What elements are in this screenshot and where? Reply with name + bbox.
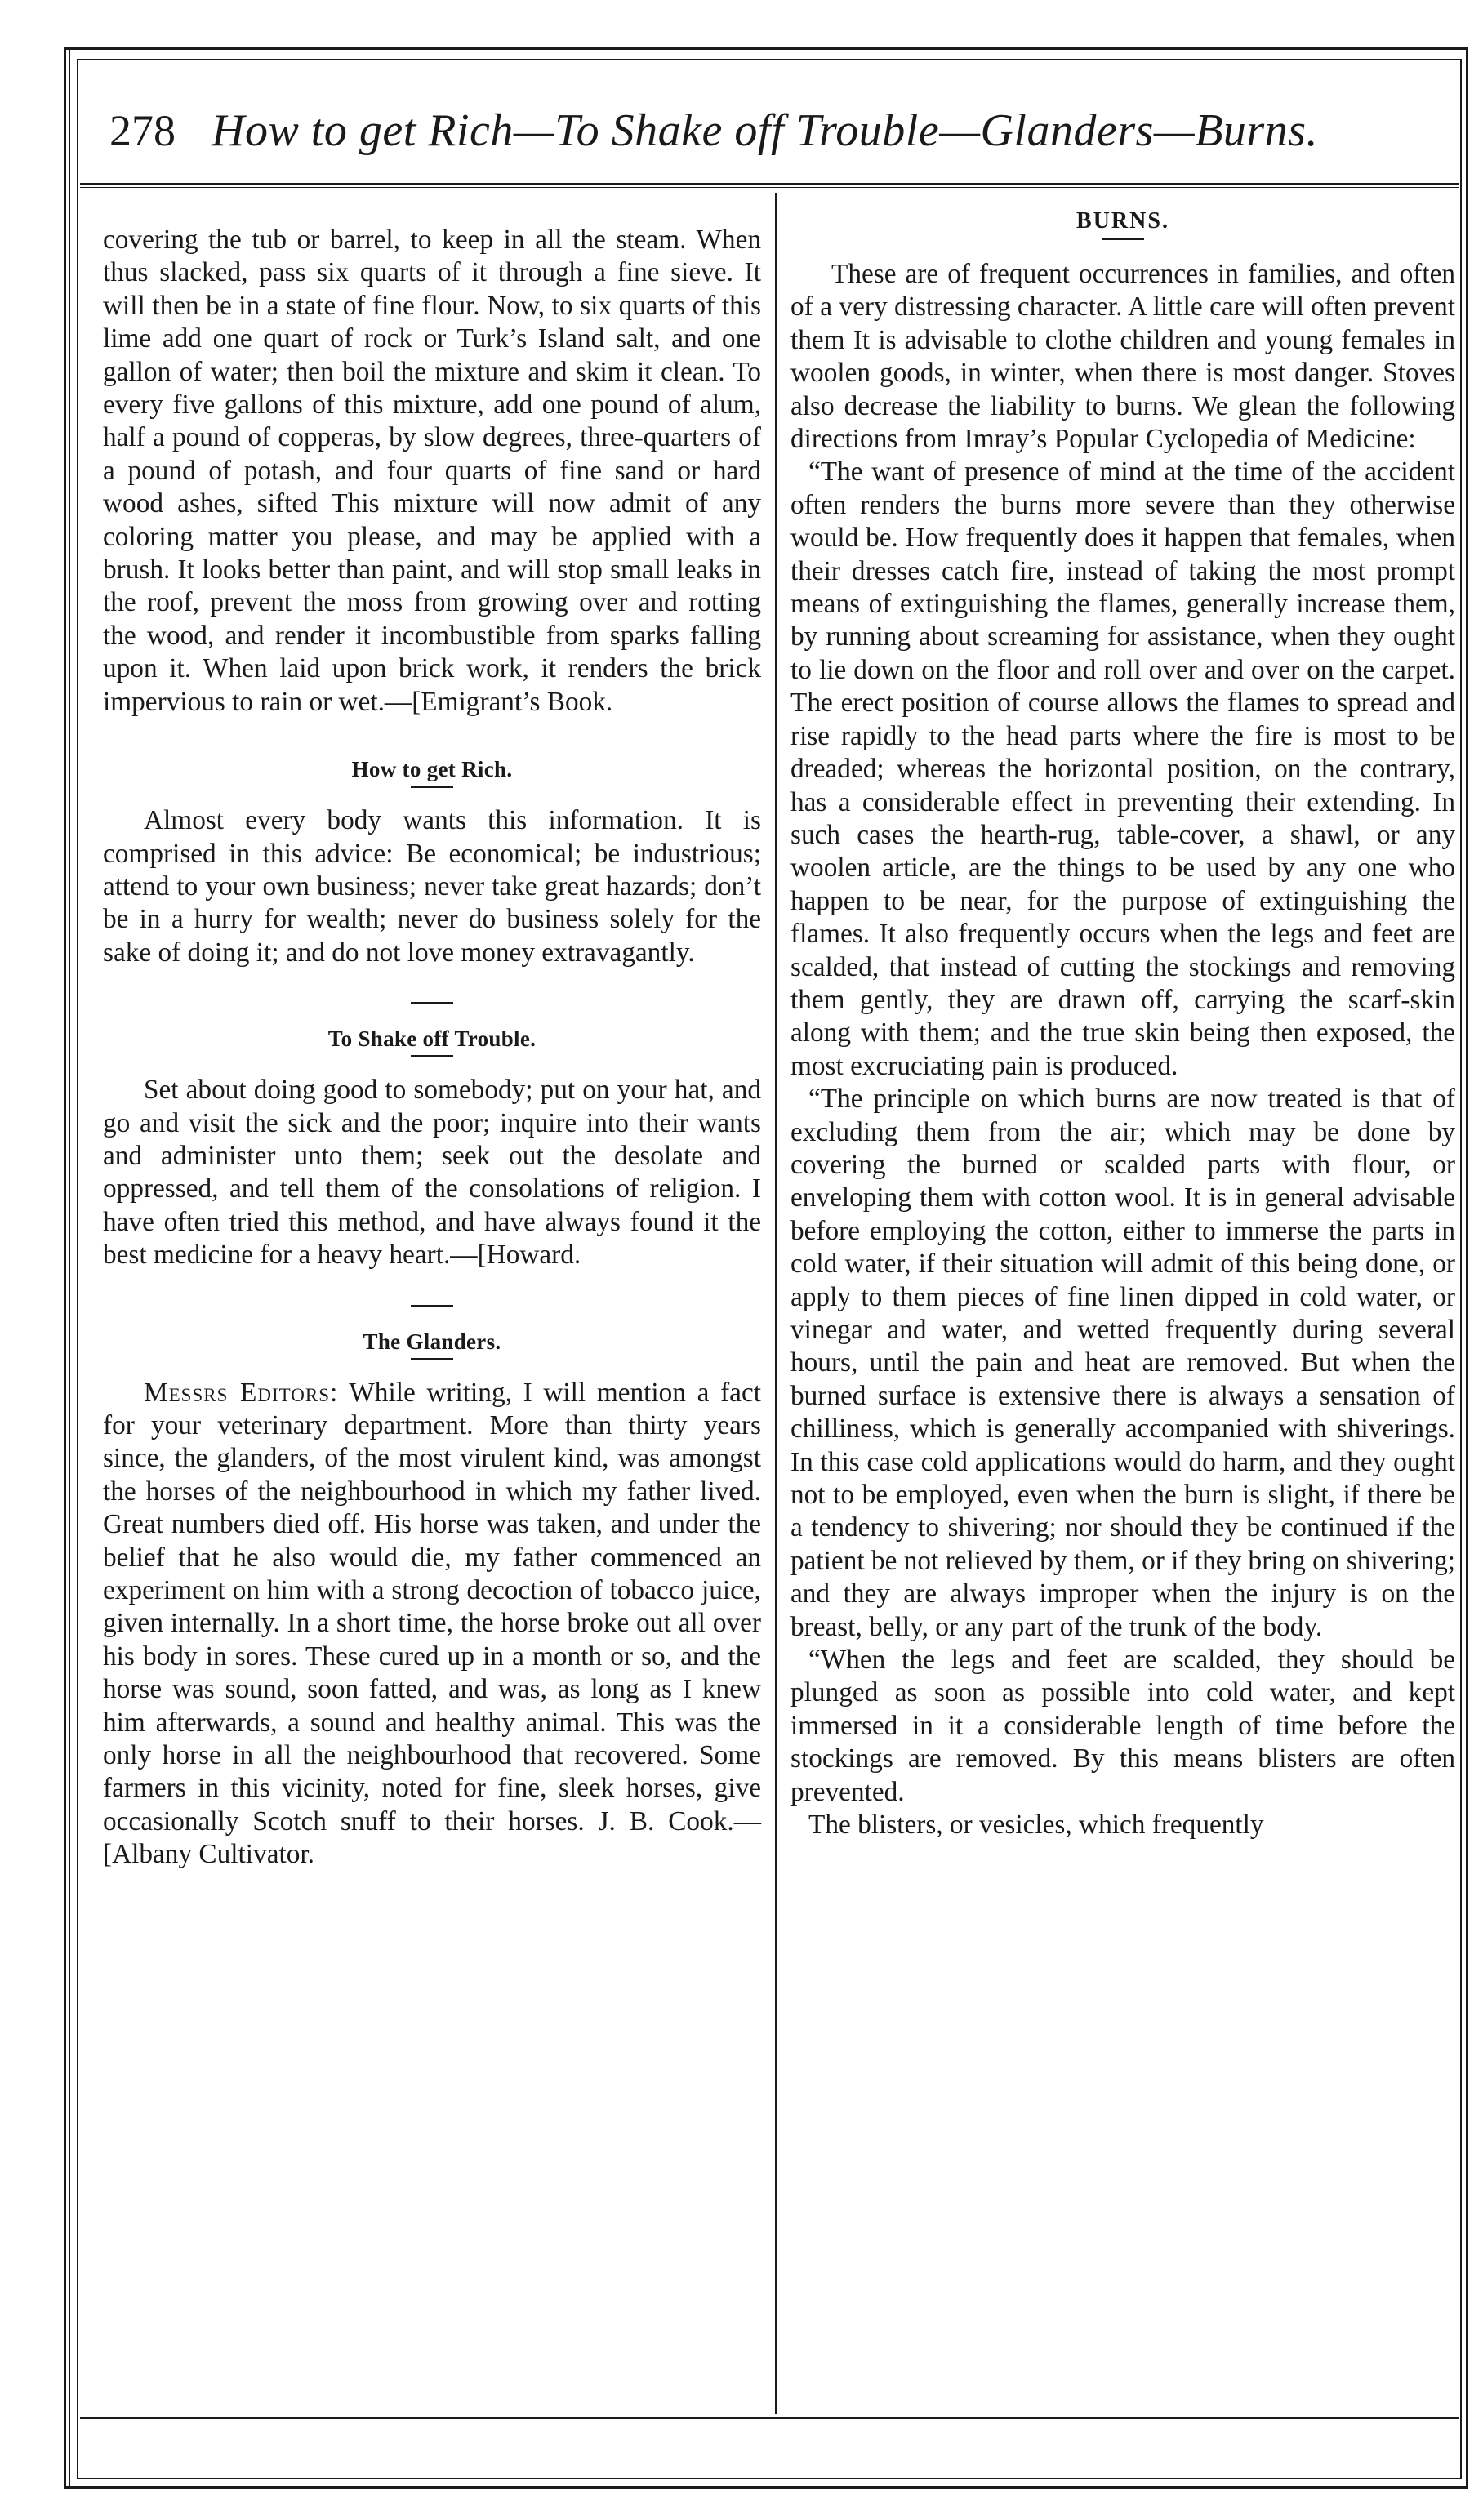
article-shake-off-trouble: Set about doing good to somebody; put on your hat, and go and visit the sick and the poor; inquire into their wants and administer unto them; seek out the desolate and oppressed, and tell them of the consolations of religion. I have often tried this method, and have always found it the best medicine for a heavy heart.—[Howard.: [103, 1075, 761, 1271]
glanders-body: While writing, I will mention a fact for your veterinary department. More than thirty years since, the glanders, of the most virulent kind, was amongst the horses of the neighbourhood in which my father lived. Great numbers died off. His horse was taken, and under the belief that he also would die, my father commenced an experiment on him with a strong decoction of tobacco juice, given internally. In a short time, the horse broke out all over his body in sores. These cured up in a month or so, and the horse was sound, soon fatted, and was, as long as I knew him afterwards, a sound and healthy animal. This was the only horse in all the neighbourhood that recovered. Some farmers in this vicinity, noted for fine, sleek horses, give occasionally Scotch snuff to their horses. J. B. Cook.—[Albany Cultivator.: [103, 1377, 761, 1870]
running-title: How to get Rich—To Shake off Trouble—Glanders—Burns.: [212, 105, 1319, 156]
heading-burns: BURNS.: [1076, 208, 1169, 234]
right-column: [790, 208, 1455, 1842]
header-rule: [80, 183, 1459, 185]
burns-paragraph-3: “The principle on which burns are now treated is that of excluding them from the air; which may be done by covering the burned or scalded parts with flour, or enveloping them with cotton wool. It is in general advisable before employing the cotton, either to immerse the parts in cold water, if their situation will admit of this being done, or apply to them pieces of fine linen dipped in cold water, or vinegar and water, and wetted frequently during several hours, until the pain and heat are removed. But when the burned surface is extensive there is always a sensation of chilliness, which is generally accompanied with shiverings. In this case cold applications would do harm, and they ought not to be employed, even when the burn is slight, if there be a tendency to shivering; nor should they be continued if the patient be not relieved by them, or if they bring on shivering; and they are always improper when the injury is on the breast, belly, or any part of the trunk of the body.: [790, 1084, 1455, 1642]
page-number: 278: [109, 106, 176, 155]
article-how-to-get-rich: Almost every body wants this information. It is comprised in this advice: Be economical; be industrious; attend to your own business; never take great hazards; don’t be in a hurry for wealth; never do business solely for the sake of doing it; and do not love money extravagantly.: [103, 805, 761, 968]
salutation: Messrs Editors:: [144, 1377, 339, 1408]
burns-paragraph-2: “The want of presence of mind at the time of the accident often renders the burns more severe than they otherwise would be. How frequently does it happen that females, when their dresses catch fire, instead of taking the most prompt means of extinguishing the flames, generally increase them, by running about screaming for assistance, when they ought to lie down on the floor and roll over and over on the carpet. The erect position of course allows the flames to spread and rise rapidly to the head parts where the fire is most to be dreaded; whereas the horizontal position, on the contrary, has a considerable effect in preventing their extending. In such cases the hearth-rug, table-cover, a shawl, or any woolen article, are the things to be used by any one who happen to be near, for the purpose of extinguishing the flames. It also frequently occurs when the legs and feet are scalded, that instead of cutting the stockings and removing them gently, they are drawn off, carrying the scarf-skin along with them; and the true skin being then exposed, the most excruciating pain is produced.: [790, 456, 1455, 1081]
footer-rule: [80, 2417, 1459, 2419]
heading-shake-off-trouble: To Shake off Trouble.: [327, 1026, 537, 1052]
header-rule-thin: [80, 187, 1459, 188]
column-divider: [775, 193, 777, 2414]
page-header: [85, 82, 1457, 180]
heading-the-glanders: The Glanders.: [363, 1329, 501, 1354]
burns-paragraph-5: The blisters, or vesicles, which frequently: [808, 1810, 1264, 1841]
burns-paragraph-4: “When the legs and feet are scalded, they should be plunged as soon as possible into cold water, and kept immersed in it a considerable length of time before the stockings are removed. By this means blisters are often prevented.: [790, 1645, 1455, 1807]
lime-wash-continuation: covering the tub or barrel, to keep in all the steam. When thus slacked, pass six quarts of it through a fine sieve. It will then be in a state of fine flour. Now, to six quarts of this lime add one quart of rock or Turk’s Island salt, and one gallon of water; then boil the mixture and skim it clean. To every five gallons of this mixture, add one pound of alum, half a pound of copperas, by slow degrees, three-quarters of a pound of potash, and four quarts of fine sand or hard wood ashes, sifted This mixture will now admit of any coloring matter you please, and may be applied with a brush. It looks better than paint, and will stop small leaks in the roof, prevent the moss from growing over and rotting the wood, and render it incombustible from sparks falling upon it. When laid upon brick work, it renders the brick impervious to rain or wet.—[Emigrant’s Book.: [103, 225, 761, 717]
left-column: [103, 224, 761, 1872]
heading-how-to-get-rich: How to get Rich.: [351, 757, 513, 782]
article-the-glanders: [103, 1377, 761, 1872]
burns-paragraph-1: These are of frequent occurrences in families, and often of a very distressing character. A little care will often prevent them It is advisable to clothe children and young females in woolen goods, in winter, when there is most danger. Stoves also decrease the liability to burns. We glean the following directions from Imray’s Popular Cyclopedia of Medicine:: [790, 259, 1455, 455]
